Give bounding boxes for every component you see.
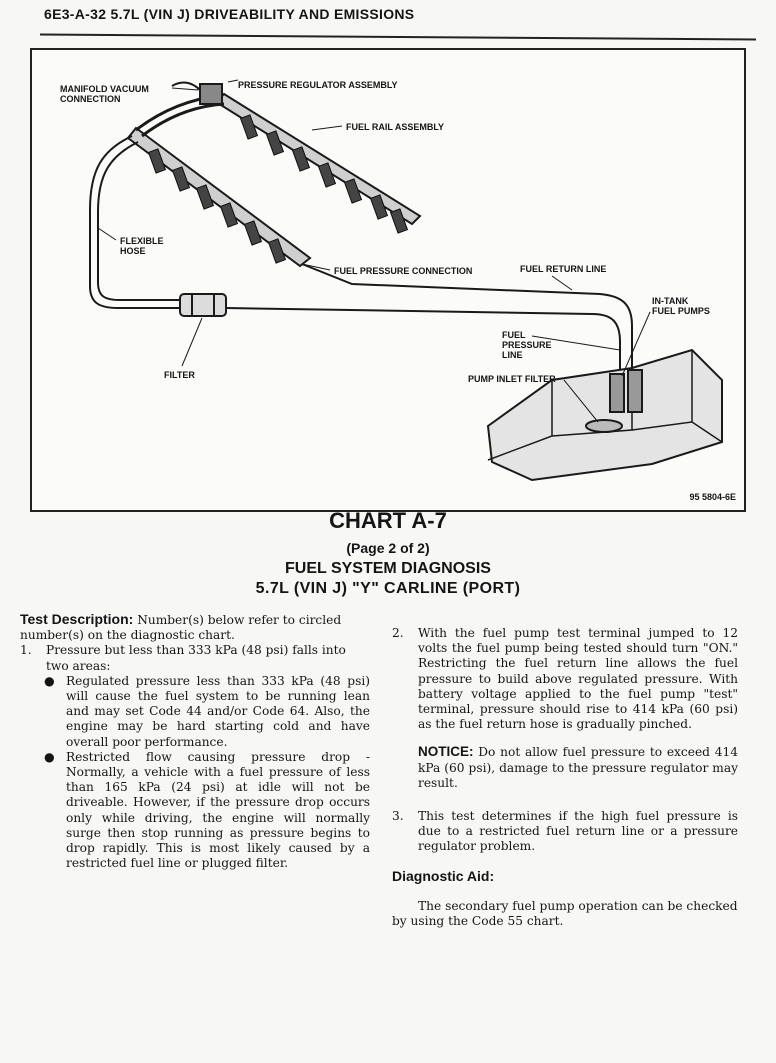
intro-line-1: Number(s) below refer to circled [137, 613, 342, 627]
item-3 [392, 809, 738, 855]
in-tank-pump-1 [610, 374, 624, 412]
callout-fuel-rail: FUEL RAIL ASSEMBLY [346, 122, 445, 132]
bullet-1-text: Regulated pressure less than 333 kPa (48 psi) will cause the fuel system to be running lean and may set Code 44 and/or Code 64. Also, the engine may be hard starting cold and have overall poor performance. [66, 673, 370, 749]
callout-fuel-pressure-line: FUEL PRESSURE LINE [502, 330, 552, 360]
item-2 [392, 626, 738, 732]
notice-text: Do not allow fuel pressure to exceed 414 kPa (60 psi), damage to the pressure regulator may result. [418, 745, 738, 790]
intro-line-2: number(s) on the diagnostic chart. [20, 628, 235, 643]
chart-title: CHART A-7 [329, 508, 447, 533]
notice-block [392, 744, 738, 791]
figure-number: 95 5804-6E [689, 492, 736, 502]
fuel-filter [180, 294, 226, 316]
item-2-number: 2. [392, 626, 404, 640]
pump-inlet-filter [586, 420, 622, 432]
item-2-text: With the fuel pump test terminal jumped to 12 volts the fuel pump being tested should turn "ON." Restricting the fuel return line allows the fuel pressure to build above regulated pressure. With battery voltage applied to the fuel pump "test" terminal, pressure should rise to 414 kPa (60 psi) as the fuel return hose is gradually pinched. [418, 626, 738, 732]
chart-subtitle: FUEL SYSTEM DIAGNOSIS [285, 560, 491, 577]
fuel-tank [488, 350, 722, 480]
callout-filter: FILTER [164, 370, 195, 380]
right-column [392, 626, 738, 929]
callout-pump-inlet-filter: PUMP INLET FILTER [468, 374, 556, 384]
bullet-dot: ● [44, 749, 55, 764]
bullet-1 [20, 674, 370, 750]
item-1-number: 1. [20, 643, 32, 658]
callout-manifold-vacuum: MANIFOLD VACUUM CONNECTION [60, 84, 149, 104]
item-3-number: 3. [392, 809, 404, 824]
item-3-text: This test determines if the high fuel pressure is due to a restricted fuel return line or a pressure regulator problem. [418, 809, 738, 854]
header-rule [40, 34, 756, 41]
item-1-text: Pressure but less than 333 kPa (48 psi) falls into two areas: [46, 643, 346, 673]
fuel-system-drawing [32, 50, 744, 510]
chart-carline: 5.7L (VIN J) "Y" CARLINE (PORT) [255, 580, 521, 597]
callout-flexible-hose: FLEXIBLE HOSE [120, 236, 164, 256]
callout-in-tank-pumps: IN-TANK FUEL PUMPS [652, 296, 710, 316]
fuel-system-illustration [30, 48, 746, 512]
callout-fuel-pressure-connection: FUEL PRESSURE CONNECTION [334, 266, 473, 276]
bullet-2 [20, 750, 370, 872]
chart-page: (Page 2 of 2) [346, 540, 430, 556]
bullet-2-text: Restricted flow causing pressure drop - Normally, a vehicle with a fuel pressure of less than 165 kPa (24 psi) at idle will not be driveable. However, if the pressure drop occurs only while driving, the engine will normally surge then stop running as pressure begins to drop rapidly. This is most likely caused by a restricted fuel line or plugged filter. [66, 749, 370, 871]
running-header: 6E3-A-32 5.7L (VIN J) DRIVEABILITY AND EMISSIONS [44, 6, 415, 22]
diagnostic-aid-text: The secondary fuel pump operation can be checked by using the Code 55 chart. [392, 898, 738, 929]
notice-label: NOTICE: [418, 744, 474, 760]
pressure-regulator [200, 84, 222, 104]
test-description-heading: Test Description: [20, 611, 134, 627]
left-column [20, 612, 370, 871]
bullet-dot: ● [44, 673, 55, 688]
item-1 [20, 643, 370, 673]
in-tank-pump-2 [628, 370, 642, 412]
callout-pressure-regulator: PRESSURE REGULATOR ASSEMBLY [238, 80, 398, 90]
callout-fuel-return-line: FUEL RETURN LINE [520, 264, 607, 274]
diagnostic-aid-heading: Diagnostic Aid: [392, 867, 495, 884]
fuel-rail-right [216, 94, 420, 224]
